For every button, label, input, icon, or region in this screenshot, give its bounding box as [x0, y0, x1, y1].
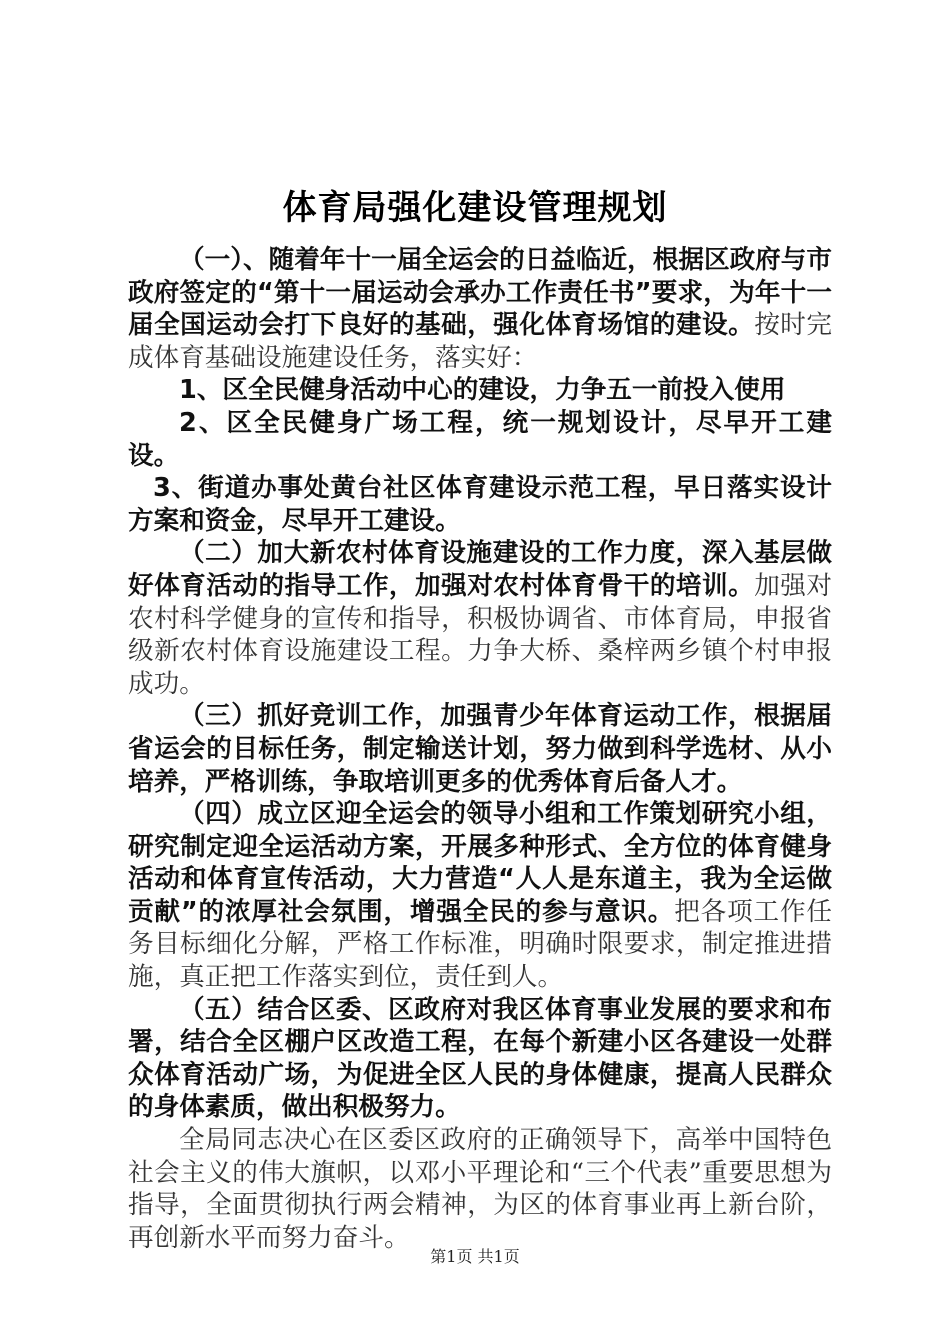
paragraph-6-text: 全局同志决心在区委区政府的正确领导下，高举中国特色社会主义的伟大旗帜，以邓小平理论和“三个代表”重要思想为指导，全面贯彻执行两会精神，为区的体育事业再上新台阶，再创新水平而努力奋斗。: [128, 1125, 832, 1253]
paragraph-4-emphasis: （四）成立区迎全运会的领导小组和工作策划研究小组，研究制定迎全运活动方案，开展多种形式、全方位的体育健身活动和体育宣传活动，大力营造“人人是东道主，我为全运做贡献”的浓厚社会氛围，增强全民的参与意识。: [128, 799, 832, 927]
list-item-3-text: 3、街道办事处黄台社区体育建设示范工程，早日落实设计方案和资金，尽早开工建设。: [128, 473, 832, 536]
paragraph-2-text: 加强对农村科学健身的宣传和指导，积极协调省、市体育局，申报省级新农村体育设施建设工程。力争大桥、桑梓两乡镇个村申报成功。: [128, 570, 832, 699]
paragraph-3-emphasis: （三）抓好竞训工作，加强青少年体育运动工作，根据届省运会的目标任务，制定输送计划，努力做到科学选材、从小培养，严格训练，争取培训更多的优秀体育后备人才。: [128, 701, 832, 797]
paragraph-2: [128, 537, 832, 700]
list-item-2-text: 2、区全民健身广场工程，统一规划设计，尽早开工建设。: [128, 407, 832, 471]
list-item-2: [128, 407, 832, 472]
page-footer: 第1页 共1页: [430, 1247, 520, 1266]
list-item-3: [128, 472, 832, 537]
paragraph-5-emphasis: （五）结合区委、区政府对我区体育事业发展的要求和布署，结合全区棚户区改造工程，在每个新建小区各建设一处群众体育活动广场，为促进全区人民的身体健康，提高人民群众的身体素质，做出积极努力。: [128, 994, 832, 1123]
paragraph-4: [128, 798, 832, 994]
paragraph-3: [128, 700, 832, 798]
paragraph-1-emphasis: （一）、随着年十一届全运会的日益临近，根据区政府与市政府签定的“第十一届运动会承办工作责任书”要求，为年十一届全国运动会打下良好的基础，强化体育场馆的建设。: [128, 245, 832, 341]
list-item-1: [128, 374, 832, 407]
list-item-1-text: 1、区全民健身活动中心的建设，力争五一前投入使用: [179, 375, 786, 406]
document-body: [128, 244, 832, 1254]
paragraph-2-emphasis: （二）加大新农村体育设施建设的工作力度，深入基层做好体育活动的指导工作，加强对农村体育骨干的培训。: [128, 538, 832, 601]
paragraph-4-text: 把各项工作任务目标细化分解，严格工作标准，明确时限要求，制定推进措施，真正把工作落实到位，责任到人。: [128, 896, 832, 993]
document-title: 体育局强化建设管理规划: [282, 188, 668, 228]
paragraph-6: [128, 1124, 832, 1254]
paragraph-1-text: 按时完成体育基础设施建设任务，落实好：: [128, 310, 832, 373]
paragraph-1: [128, 244, 832, 374]
paragraph-5: [128, 994, 832, 1124]
